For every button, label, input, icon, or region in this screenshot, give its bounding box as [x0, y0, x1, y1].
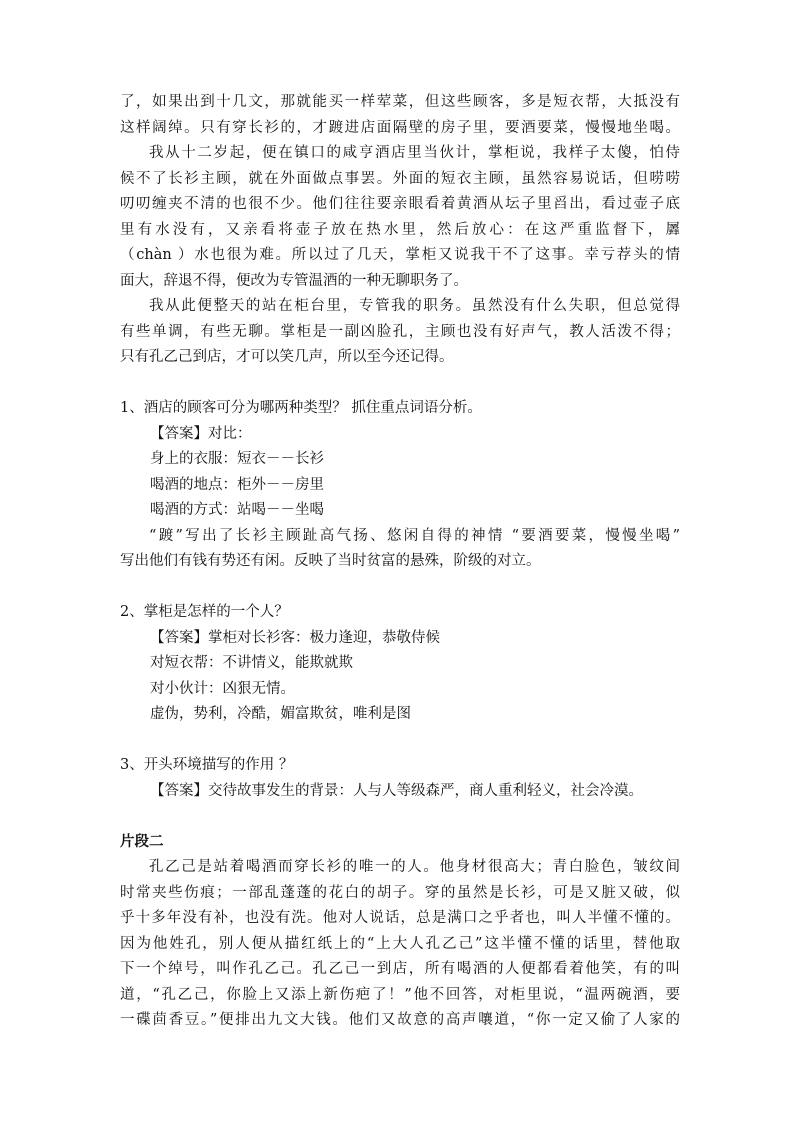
passage-line: 我从此便整天的站在柜台里，专管我的职务。虽然没有什么失职，但总觉得 [149, 298, 680, 314]
passage-line: 里有水没有，又亲看将壶子放在热水里，然后放心：在这严重监督下，羼 [120, 221, 680, 238]
answer-line: 【答案】对比： [150, 425, 252, 442]
answer-line: 喝酒的方式：站喝－－坐喝 [150, 502, 324, 518]
question-3: 3、开头环境描写的作用 ？ [120, 757, 294, 773]
answer-line: 身上的衣服：短衣－－长衫 [150, 451, 324, 467]
passage-line: 这样阔绰。只有穿长衫的，才踱进店面隔壁的房子里，要酒要菜，慢慢地坐喝。 [120, 119, 680, 136]
answer-line: 对小伙计：凶狠无情。 [150, 680, 295, 697]
passage-line: 面大，辞退不得，便改为专管温酒的一种无聊职务了。 [120, 272, 468, 289]
passage-line: 我从十二岁起，便在镇口的咸亨酒店里当伙计，掌柜说，我样子太傻，怕侍 [149, 145, 680, 161]
passage-line: （chàn ）水也很为难。所以过了几天，掌柜又说我干不了这事。幸亏荐头的情 [120, 247, 680, 263]
passage-line: 只有孔乙己到店，才可以笑几声，所以至今还记得。 [120, 349, 454, 365]
answer-line: 【答案】交待故事发生的背景：人与人等级森严，商人重利轻义，社会冷漠。 [150, 782, 643, 799]
passage-line: 一碟茴香豆。”便排出九文大钱。他们又故意的高声嚷道，“你一定又偷了人家的 [120, 1012, 680, 1028]
passage-line: 因为他姓孔，别人便从描红纸上的“上大人孔乙己”这半懂不懂的话里，替他取 [120, 935, 680, 952]
passage-line: 叨叨缠夹不清的也很不少。他们往往要亲眼看着黄酒从坛子里舀出，看过壶子底 [120, 196, 680, 212]
passage-line: 下一个绰号，叫作孔乙己。孔乙己一到店，所有喝酒的人便都看着他笑，有的叫 [120, 961, 680, 977]
analysis-line: “踱”写出了长衫主顾趾高气扬、悠闲自得的神情 “要酒要菜，慢慢坐喝” [149, 527, 680, 544]
answer-line: 喝酒的地点：柜外－－房里 [150, 476, 324, 493]
question-2: 2、掌柜是怎样的一个人？ [120, 604, 289, 620]
passage-line: 了，如果出到十几文，那就能买一样荤菜，但这些顾客，多是短衣帮，大抵没有 [120, 94, 680, 110]
analysis-line: 写出他们有钱有势还有闲。反映了当时贫富的悬殊，阶级的对立。 [120, 553, 541, 569]
answer-line: 对短衣帮：不讲情义，能欺就欺 [150, 655, 353, 671]
passage-line: 时常夹些伤痕；一部乱蓬蓬的花白的胡子。穿的虽然是长衫，可是又脏又破，似 [120, 884, 680, 901]
document-page [120, 90, 680, 1034]
passage-line: 候不了长衫主顾，就在外面做点事罢。外面的短衣主顾，虽然容易说话，但唠唠 [120, 170, 680, 187]
question-1: 1、酒店的顾客可分为哪两种类型？ 抓住重点词语分析。 [120, 400, 482, 416]
passage-line: 有些单调，有些无聊。掌柜是一副凶脸孔，主顾也没有好声气，教人活泼不得； [120, 323, 680, 340]
section-heading: 片段二 [120, 833, 164, 850]
answer-line: 【答案】掌柜对长衫客：极力逢迎，恭敬侍候 [150, 629, 440, 646]
passage-line: 孔乙己是站着喝酒而穿长衫的唯一的人。他身材很高大；青白脸色，皱纹间 [149, 859, 680, 875]
answer-line: 虚伪，势利，冷酷，媚富欺贫，唯利是图 [150, 706, 411, 722]
passage-line: 道，“孔乙己，你脸上又添上新伤疤了！”他不回答，对柜里说，“温两碗酒，要 [120, 986, 680, 1003]
passage-line: 乎十多年没有补，也没有洗。他对人说话，总是满口之乎者也，叫人半懂不懂的。 [120, 910, 680, 926]
